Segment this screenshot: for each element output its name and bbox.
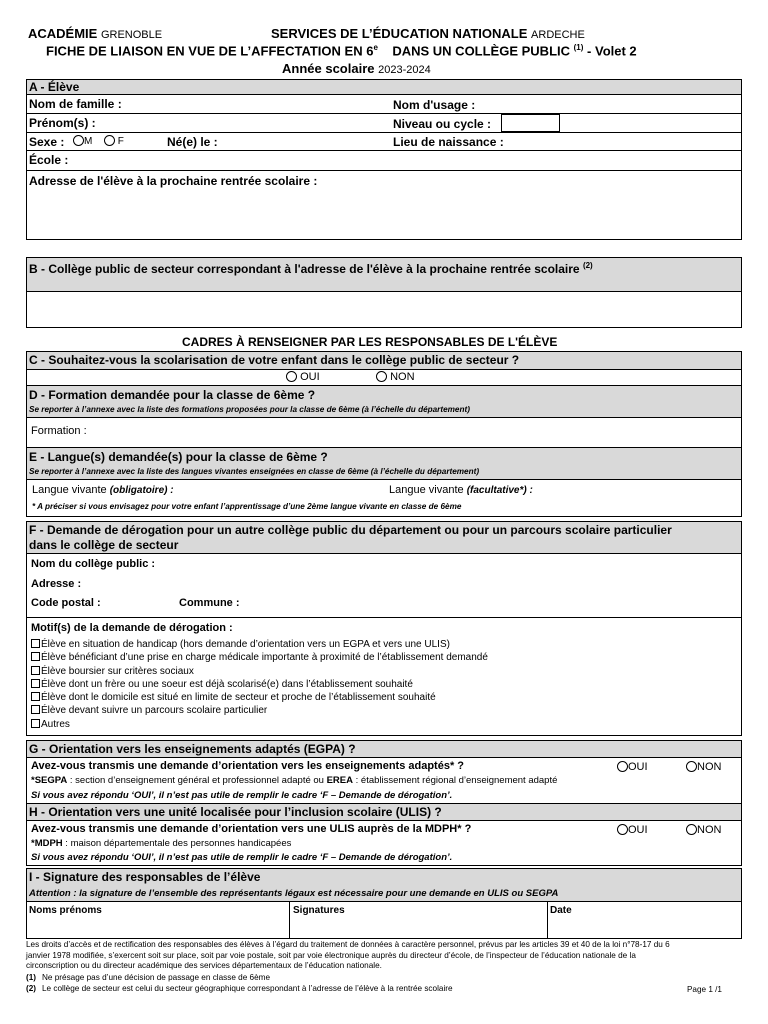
checkbox-icon[interactable] (31, 652, 40, 661)
ulis-note: Si vous avez répondu ‘OUI’, il n’est pas utile de remplir le cadre ‘F – Demande de dérogation’. (31, 852, 453, 863)
checkbox-icon[interactable] (31, 679, 40, 688)
sexe-f-label: F (117, 136, 124, 147)
h-non-option[interactable] (686, 824, 721, 836)
lv2-note: (facultative*) : (466, 485, 533, 496)
section-f (26, 521, 742, 736)
section-a-title: A - Élève (29, 80, 80, 94)
lv2-label-wrap (389, 484, 533, 496)
col-signatures: Signatures (293, 905, 345, 916)
footer (26, 940, 746, 995)
checkbox-icon[interactable] (31, 639, 40, 648)
niveau-label: Niveau ou cycle : (393, 117, 492, 131)
row-prenom (27, 114, 741, 133)
motif-label: Élève dont le domicile est situé en limite de secteur et proche de l’établissement souhaité (41, 692, 436, 704)
radio-oui-icon[interactable] (617, 761, 628, 772)
row-nom (27, 95, 741, 114)
motif-item[interactable] (31, 652, 488, 665)
section-b-title: B - Collège public de secteur correspondant à l'adresse de l'élève à la prochaine rentrée scolaire (29, 262, 580, 276)
section-h (26, 804, 742, 866)
mdph-term: *MDPH (31, 838, 63, 849)
checkbox-icon[interactable] (31, 692, 40, 701)
title-part3: - Volet 2 (587, 43, 637, 59)
section-c-header (27, 352, 741, 370)
year-value: 2023-2024 (378, 64, 431, 76)
segpa-definition (31, 775, 557, 786)
motifs-list (31, 639, 488, 732)
motifs-title: Motif(s) de la demande de dérogation : (31, 622, 233, 634)
year-label: Année scolaire (282, 61, 375, 76)
footnote-2-num: (2) (26, 984, 37, 993)
g-non-option[interactable] (686, 761, 721, 773)
mdph-text: : maison départementale des personnes handicapées (62, 838, 292, 849)
section-e-header (27, 448, 741, 480)
motif-item[interactable] (31, 692, 488, 705)
section-f-title-line1: F - Demande de dérogation pour un autre collège public du département ou pour un parcours scolaire particulier (29, 523, 672, 537)
academie-value: GRENOBLE (100, 29, 163, 41)
niveau-input[interactable] (501, 114, 560, 132)
segpa-text: : section d’enseignement général et professionnel adapté ou (67, 775, 327, 786)
motif-item[interactable] (31, 719, 488, 732)
g-oui-label: OUI (628, 761, 648, 773)
lv1-label: Langue vivante (32, 484, 107, 496)
code-postal-label: Code postal : (31, 597, 101, 609)
title-note: (1) (573, 43, 584, 52)
radio-oui-icon[interactable] (286, 371, 297, 382)
section-b-title-wrap (29, 261, 593, 276)
motif-label: Élève en situation de handicap (hors demande d’orientation vers un EGPA et vers une ULIS) (41, 639, 450, 650)
h-non-label: NON (697, 824, 722, 836)
g-non-label: NON (697, 761, 722, 773)
c-oui-option[interactable] (286, 371, 320, 383)
section-b-note: (2) (582, 261, 593, 270)
legal-line2: janvier 1978 modifiée, s’exercent soit sur place, soit par voie postale, soit par voie électronique auprès du directeur d’école, de l’inspecteur de l’éducation nationale de la (26, 950, 636, 960)
section-g-header (27, 741, 741, 758)
row-sexe (27, 133, 741, 151)
section-d-title: D - Formation demandée pour la classe de 6ème ? (29, 388, 316, 402)
form-title (46, 43, 637, 58)
radio-f-icon[interactable] (104, 135, 115, 146)
ulis-question: Avez-vous transmis une demande d’orientation vers une ULIS auprès de la MDPH* ? (31, 823, 472, 835)
formation-label: Formation : (31, 425, 87, 437)
footnote-1 (26, 972, 746, 984)
section-h-title: H - Orientation vers une unité localisée pour l’inclusion scolaire (ULIS) ? (29, 805, 442, 819)
section-g (26, 740, 742, 804)
section-i (26, 868, 742, 939)
section-d-subtitle: Se reporter à l’annexe avec la liste des formations proposées pour la classe de 6ème (à l’échelle du département) (29, 405, 470, 414)
section-a (26, 79, 742, 240)
responsables-title: CADRES À RENSEIGNER PAR LES RESPONSABLES DE L'ÉLÈVE (182, 335, 558, 349)
section-a-header (27, 80, 741, 95)
adresse-eleve-label: Adresse de l'élève à la prochaine rentrée scolaire : (29, 174, 318, 188)
section-i-title: I - Signature des responsables de l’élève (29, 870, 261, 884)
section-c (26, 351, 742, 386)
academie-line (28, 26, 162, 41)
section-d (26, 386, 742, 448)
sexe-label: Sexe : (29, 135, 65, 149)
col-noms-prenoms: Noms prénoms (29, 905, 102, 916)
section-e-subtitle: Se reporter à l’annexe avec la liste des langues vivantes enseignées en classe de 6ème (à l’échelle du département) (29, 467, 480, 476)
checkbox-icon[interactable] (31, 705, 40, 714)
radio-oui-icon[interactable] (617, 824, 628, 835)
motif-item[interactable] (31, 705, 488, 718)
signature-attention: Attention : la signature de l’ensemble des représentants légaux est nécessaire pour une demande en ULIS ou SEGPA (29, 888, 559, 899)
nom-college-label: Nom du collège public : (31, 558, 156, 570)
sexe-m-option[interactable] (73, 135, 92, 147)
lv1-label-wrap (32, 484, 174, 496)
c-non-label: NON (390, 371, 415, 383)
erea-text: : établissement régional d’enseignement adapté (353, 775, 558, 786)
section-f-divider (27, 617, 741, 618)
footnote-2-text: Le collège de secteur est celui du secteur géographique correspondant à l’adresse de l’élève à la rentrée scolaire (42, 984, 453, 993)
footnote-2 (26, 983, 746, 995)
egpa-note: Si vous avez répondu ‘OUI’, il n’est pas utile de remplir le cadre ‘F – Demande de dérogation’. (31, 790, 453, 801)
motif-label: Élève bénéficiant d’une prise en charge médicale importante à proximité de l’établissement demandé (41, 652, 488, 664)
mdph-definition (31, 838, 291, 849)
section-b-header (27, 258, 741, 292)
lv2-footnote: * A préciser si vous envisagez pour votre enfant l’apprentissage d’une 2ème langue vivante en classe de 6ème (32, 502, 462, 511)
legal-line1: Les droits d’accès et de rectification des responsables des élèves à l’égard du traitement de données à caractère personnel, prévus par les articles 39 et 40 de la loi n°78-17 du 6 (26, 940, 670, 949)
nom-famille-label: Nom de famille : (29, 97, 122, 111)
radio-m-icon[interactable] (73, 135, 84, 146)
services-label: SERVICES DE L’ÉDUCATION NATIONALE (271, 26, 528, 41)
col-date: Date (550, 905, 572, 916)
section-e (26, 448, 742, 517)
school-year (282, 61, 431, 76)
services-value: ARDECHE (531, 29, 585, 41)
ne-le-label: Né(e) le : (167, 135, 218, 149)
services-line (271, 26, 585, 41)
lv2-label: Langue vivante (389, 484, 464, 496)
c-non-option[interactable] (376, 371, 415, 383)
radio-non-icon[interactable] (686, 761, 697, 772)
title-sup: e (373, 43, 378, 52)
section-f-title-line2: dans le collège de secteur (29, 538, 179, 552)
motif-item[interactable] (31, 666, 488, 679)
motif-label: Élève dont un frère ou une soeur est déjà scolarisé(e) dans l’établissement souhaité (41, 678, 413, 690)
section-e-title: E - Langue(s) demandée(s) pour la classe de 6ème ? (29, 450, 328, 464)
h-oui-option[interactable] (617, 824, 648, 836)
section-f-header (27, 522, 741, 554)
signature-col-divider-1 (289, 902, 290, 938)
lv1-note: (obligatoire) : (109, 485, 174, 496)
commune-label: Commune : (179, 597, 240, 609)
footnote-1-text: Ne présage pas d’une décision de passage en classe de 6ème (42, 972, 271, 982)
signature-col-divider-2 (547, 902, 548, 938)
segpa-term: *SEGPA (31, 775, 68, 786)
page-number: Page 1 /1 (686, 985, 722, 994)
row-ecole (27, 151, 741, 171)
g-oui-option[interactable] (617, 761, 648, 773)
c-oui-label: OUI (300, 371, 320, 383)
motif-label: Autres (41, 718, 70, 730)
section-c-title: C - Souhaitez-vous la scolarisation de votre enfant dans le collège public de secteur ? (29, 353, 520, 367)
academie-label: ACADÉMIE (28, 26, 98, 41)
section-g-title: G - Orientation vers les enseignements adaptés (EGPA) ? (29, 742, 356, 756)
title-part1: FICHE DE LIAISON EN VUE DE L’AFFECTATION EN 6 (46, 43, 374, 59)
motif-item[interactable] (31, 639, 488, 652)
egpa-question: Avez-vous transmis une demande d’orientation vers les enseignements adaptés* ? (31, 760, 465, 772)
motif-label: Élève devant suivre un parcours scolaire particulier (41, 705, 268, 717)
checkbox-icon[interactable] (31, 719, 40, 728)
lieu-naissance-label: Lieu de naissance : (393, 135, 504, 149)
section-i-header (27, 869, 741, 902)
nom-usage-label: Nom d'usage : (393, 98, 476, 112)
motif-item[interactable] (31, 679, 488, 692)
section-b (26, 257, 742, 328)
title-part2: DANS UN COLLÈGE PUBLIC (392, 43, 571, 59)
prenoms-label: Prénom(s) : (29, 116, 96, 130)
section-d-header (27, 386, 741, 418)
section-h-header (27, 804, 741, 821)
legal-line3: circonscription ou du directeur académique des services départementaux de l’éducation nationale. (26, 961, 382, 970)
radio-non-icon[interactable] (376, 371, 387, 382)
sexe-f-option[interactable] (104, 135, 124, 147)
footnote-1-num: (1) (26, 972, 37, 982)
sexe-m-label: M (84, 136, 93, 147)
erea-term: EREA (326, 775, 353, 786)
radio-non-icon[interactable] (686, 824, 697, 835)
ecole-label: École : (29, 153, 69, 167)
checkbox-icon[interactable] (31, 666, 40, 675)
adresse-college-label: Adresse : (31, 578, 82, 590)
h-oui-label: OUI (628, 824, 648, 836)
motif-label: Élève boursier sur critères sociaux (41, 665, 194, 677)
